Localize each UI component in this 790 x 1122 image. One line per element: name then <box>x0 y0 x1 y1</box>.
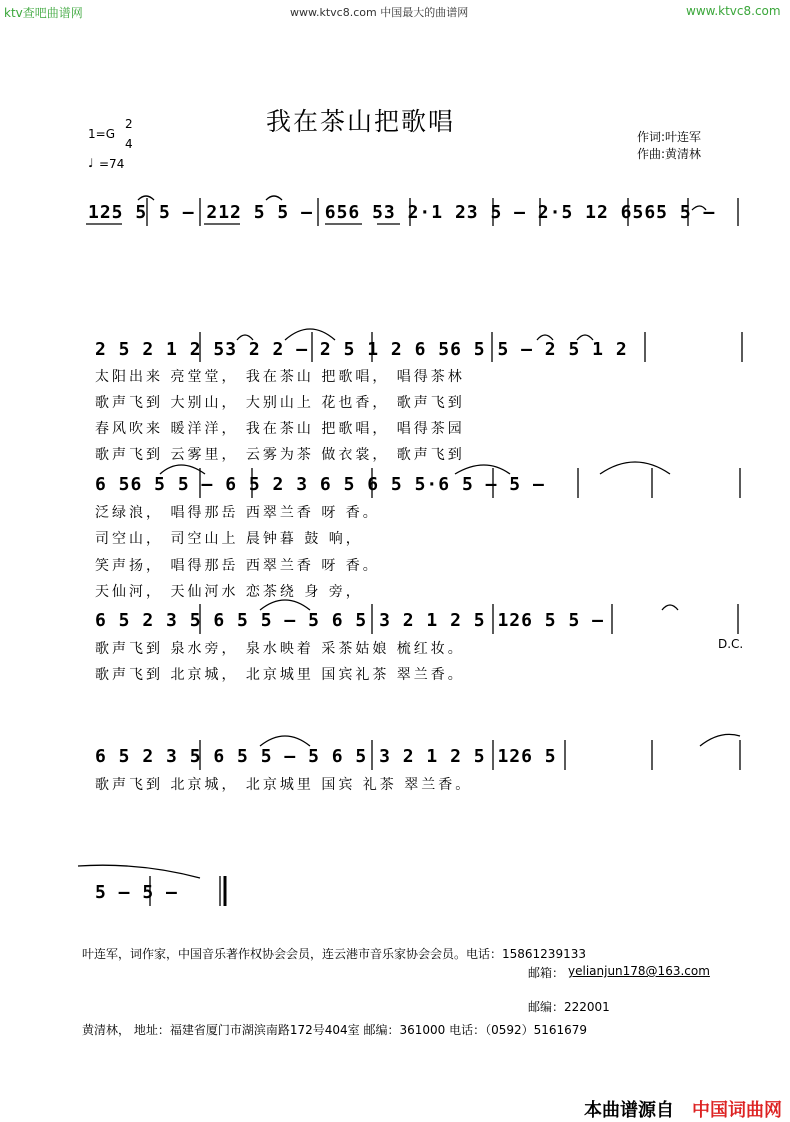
watermark-center: www.ktvc8.com 中国最大的曲谱网 <box>290 6 469 19</box>
score-row-3-notes: 6 56 5 5 – 6 5 2 3 6 5 6 5 5·6 5 – 5 – <box>95 474 545 495</box>
source-site-link[interactable]: 中国词曲网 <box>692 1100 782 1121</box>
dc-mark: D.C. <box>718 637 744 651</box>
tempo-note-icon: ♩ <box>88 156 94 170</box>
score-row-2-lyric-2: 歌声飞到 大别山， 大别山上 花也香， 歌声飞到 <box>95 395 465 411</box>
score-row-3-lyric-1: 泛绿浪， 唱得那岳 西翠兰香 呀 香。 <box>95 505 380 521</box>
score-row-4-notes: 6 5 2 3 5 6 5 5 – 5 6 5 3 2 1 2 5 126 5 5 – <box>95 610 604 631</box>
watermark-right: www.ktvc8.com <box>686 4 781 18</box>
score-row-1-notes: 125 5 5 – 212 5 5 – 656 53 2·1 23 5 – 2·5 12 6565 5 – <box>88 202 716 223</box>
watermark-left: ktv查吧曲谱网 <box>4 6 83 20</box>
key-signature: 1=G <box>88 127 115 141</box>
email-link[interactable]: yelianjun178@163.com <box>568 964 710 978</box>
email-label: 邮箱： <box>528 966 565 980</box>
score-row-2-lyric-3: 春风吹来 暖洋洋， 我在茶山 把歌唱， 唱得茶园 <box>95 421 465 437</box>
lyricist-contact: 叶连军，词作家，中国音乐著作权协会会员，连云港市音乐家协会会员。电话：15861239133 <box>82 947 586 961</box>
score-row-5-notes: 6 5 2 3 5 6 5 5 – 5 6 5 3 2 1 2 5 126 5 <box>95 746 557 767</box>
time-signature-top: 2 <box>125 117 133 131</box>
tempo-value: =74 <box>99 157 125 171</box>
score-row-5-lyric-1: 歌声飞到 北京城， 北京城里 国宾 礼茶 翠兰香。 <box>95 777 473 793</box>
song-title: 我在茶山把歌唱 <box>266 107 456 136</box>
composer: 作曲:黄清林 <box>637 147 702 161</box>
lyricist: 作词:叶连军 <box>637 130 702 144</box>
score-row-4-lyric-2: 歌声飞到 北京城， 北京城里 国宾礼茶 翠兰香。 <box>95 667 465 683</box>
score-row-4-lyric-1: 歌声飞到 泉水旁， 泉水映着 采茶姑娘 梳红妆。 <box>95 641 465 657</box>
score-row-2-notes: 2 5 2 1 2 53 2 2 – 2 5 1 2 6 56 5 5 – 2 5 1 2 <box>95 339 628 360</box>
time-signature-bottom: 4 <box>125 137 133 151</box>
score-row-3-lyric-4: 天仙河， 天仙河水 恋茶绕 身 旁， <box>95 584 363 600</box>
source-label: 本曲谱源自 <box>584 1100 674 1121</box>
composer-contact: 黄清林， 地址：福建省厦门市湖滨南路172号404室 邮编：361000 电话：（0592）5161679 <box>82 1023 588 1037</box>
score-row-6-notes: 5 – 5 – <box>95 882 178 903</box>
score-row-2-lyric-1: 太阳出来 亮堂堂， 我在茶山 把歌唱， 唱得茶林 <box>95 369 465 385</box>
score-row-3-lyric-3: 笑声扬， 唱得那岳 西翠兰香 呀 香。 <box>95 558 380 574</box>
score-row-3-lyric-2: 司空山， 司空山上 晨钟暮 鼓 响， <box>95 531 363 547</box>
postcode: 邮编：222001 <box>528 1000 610 1014</box>
score-row-2-lyric-4: 歌声飞到 云雾里， 云雾为茶 做衣裳， 歌声飞到 <box>95 447 465 463</box>
